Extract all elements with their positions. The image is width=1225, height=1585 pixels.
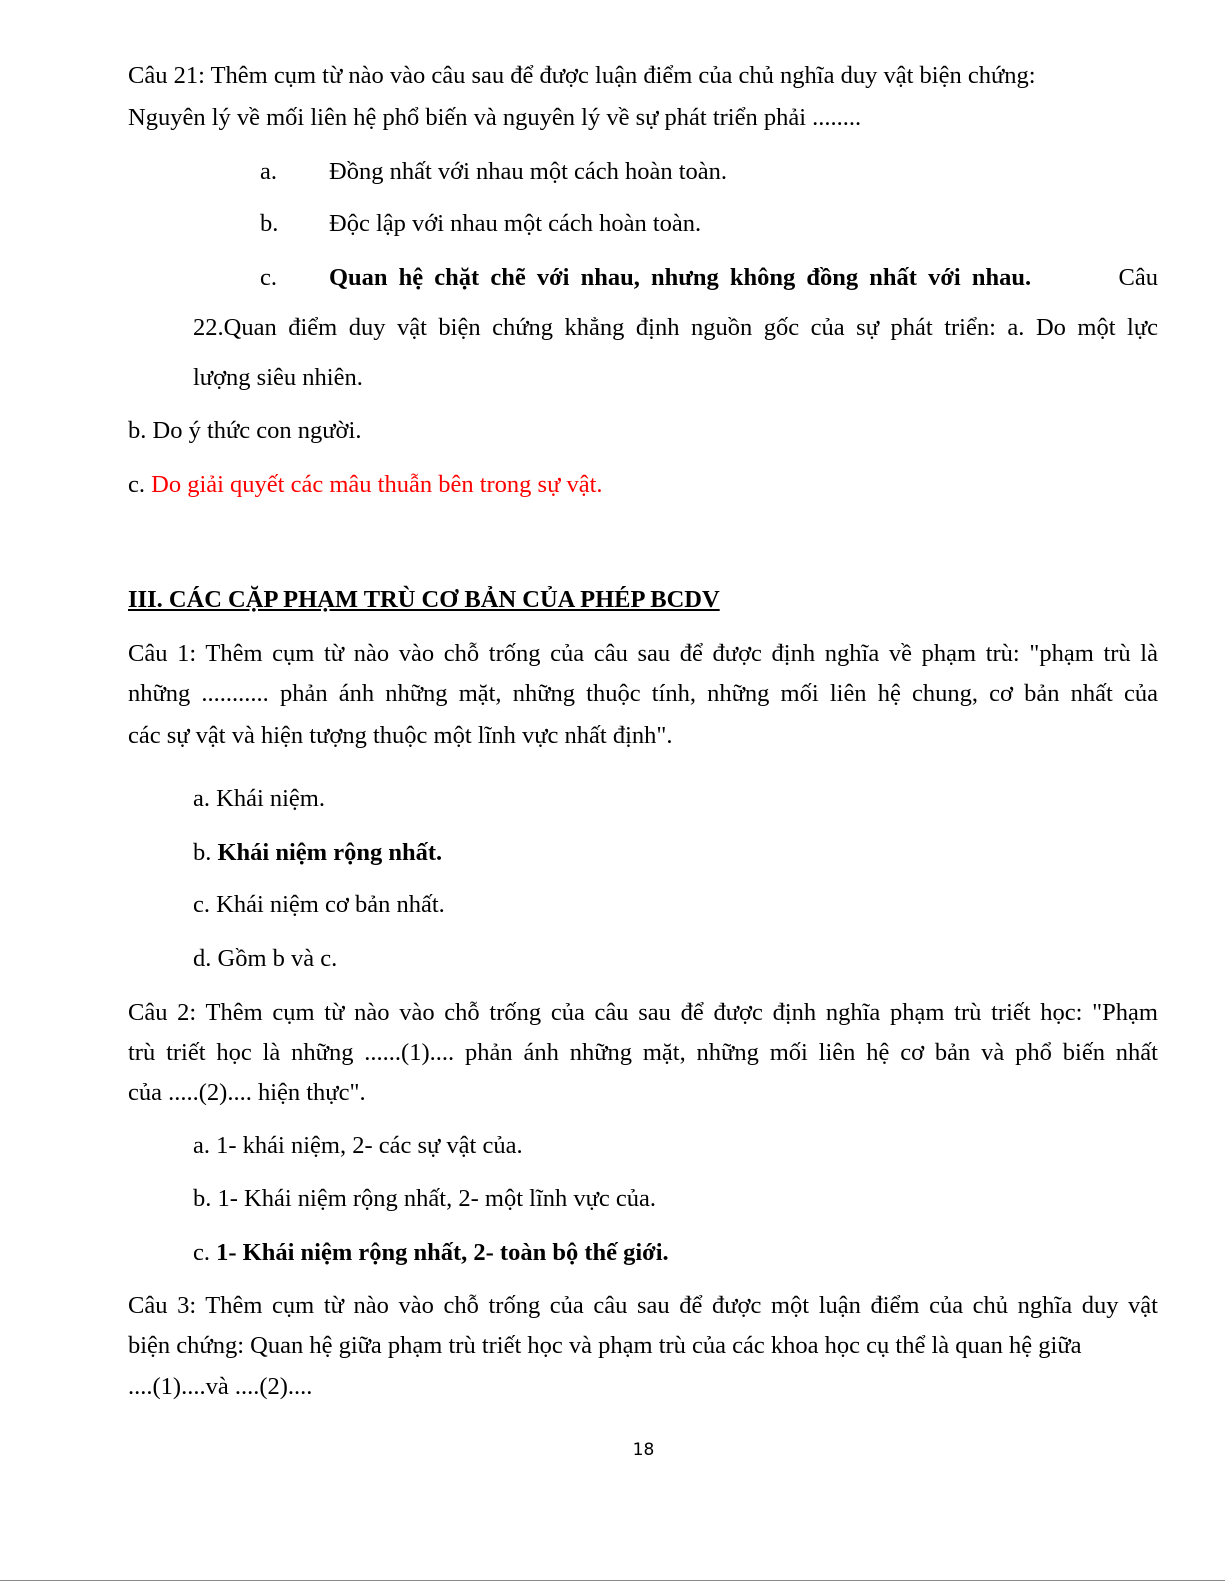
q3-line-2: biện chứng: Quan hệ giữa phạm trù triết học và phạm trù của các khoa học cụ thể là quan hệ giữa <box>128 1332 1082 1359</box>
q22-option-c <box>128 470 603 500</box>
q2-option-a: a. 1- khái niệm, 2- các sự vật của. <box>193 1132 523 1159</box>
option-label: b. <box>193 839 212 866</box>
page-bottom-rule <box>0 1580 1225 1581</box>
q2-line-1: Câu 2: Thêm cụm từ nào vào chỗ trống của câu sau để được định nghĩa phạm trù triết học: "Phạm <box>128 999 1158 1026</box>
option-text: Độc lập với nhau một cách hoàn toàn. <box>329 210 702 237</box>
q1-line-1: Câu 1: Thêm cụm từ nào vào chỗ trống của câu sau để được định nghĩa về phạm trù: "phạm trù là <box>128 640 1158 667</box>
q1-option-c: c. Khái niệm cơ bản nhất. <box>193 891 445 918</box>
q2-option-c <box>193 1238 669 1268</box>
q22-line-1: 22.Quan điểm duy vật biện chứng khẳng định nguồn gốc của sự phát triển: a. Do một lực <box>193 314 1158 341</box>
q1-line-2: những ........... phản ánh những mặt, những thuộc tính, những mối liên hệ chung, cơ bản nhất của <box>128 680 1158 707</box>
q3-line-3: ....(1)....và ....(2).... <box>128 1373 313 1400</box>
q1-option-d: d. Gồm b và c. <box>193 945 338 972</box>
q2-line-2: trù triết học là những ......(1).... phản ánh những mặt, những mối liên hệ cơ bản và phổ biến nhất <box>128 1039 1158 1066</box>
q21-option-c <box>260 263 1158 293</box>
q22-start: Câu <box>1118 264 1158 291</box>
option-label: a. <box>260 158 277 185</box>
q21-line-2: Nguyên lý về mối liên hệ phổ biến và nguyên lý về sự phát triển phải ........ <box>128 104 862 131</box>
q3-line-1: Câu 3: Thêm cụm từ nào vào chỗ trống của câu sau để được một luận điểm của chủ nghĩa duy vật <box>128 1292 1158 1319</box>
section-heading: III. CÁC CẶP PHẠM TRÙ CƠ BẢN CỦA PHÉP BCDV <box>128 586 720 613</box>
option-label: b. <box>260 210 279 237</box>
option-label: c. <box>260 264 277 291</box>
option-text: Đồng nhất với nhau một cách hoàn toàn. <box>329 158 728 185</box>
option-text-correct: Khái niệm rộng nhất. <box>217 839 443 866</box>
option-label: c. <box>193 1239 210 1266</box>
option-text-correct: 1- Khái niệm rộng nhất, 2- toàn bộ thế giới. <box>216 1239 669 1266</box>
q22-option-b: b. Do ý thức con người. <box>128 417 362 444</box>
q22-line-2: lượng siêu nhiên. <box>193 364 363 391</box>
option-text-correct: Do giải quyết các mâu thuẫn bên trong sự vật. <box>151 471 603 498</box>
q1-option-a: a. Khái niệm. <box>193 785 325 812</box>
q21-option-b <box>260 209 701 239</box>
option-label: c. <box>128 471 145 498</box>
q21-option-a <box>260 157 727 187</box>
option-text-correct: Quan hệ chặt chẽ với nhau, nhưng không đồng nhất với nhau. <box>329 264 1032 291</box>
q1-option-b <box>193 838 442 868</box>
page-number: 18 <box>632 1440 655 1460</box>
q2-option-b: b. 1- Khái niệm rộng nhất, 2- một lĩnh vực của. <box>193 1185 657 1212</box>
q2-line-3: của .....(2).... hiện thực". <box>128 1079 366 1106</box>
q1-line-3: các sự vật và hiện tượng thuộc một lĩnh vực nhất định". <box>128 722 673 749</box>
q21-line-1: Câu 21: Thêm cụm từ nào vào câu sau để được luận điểm của chủ nghĩa duy vật biện chứng: <box>128 62 1036 89</box>
